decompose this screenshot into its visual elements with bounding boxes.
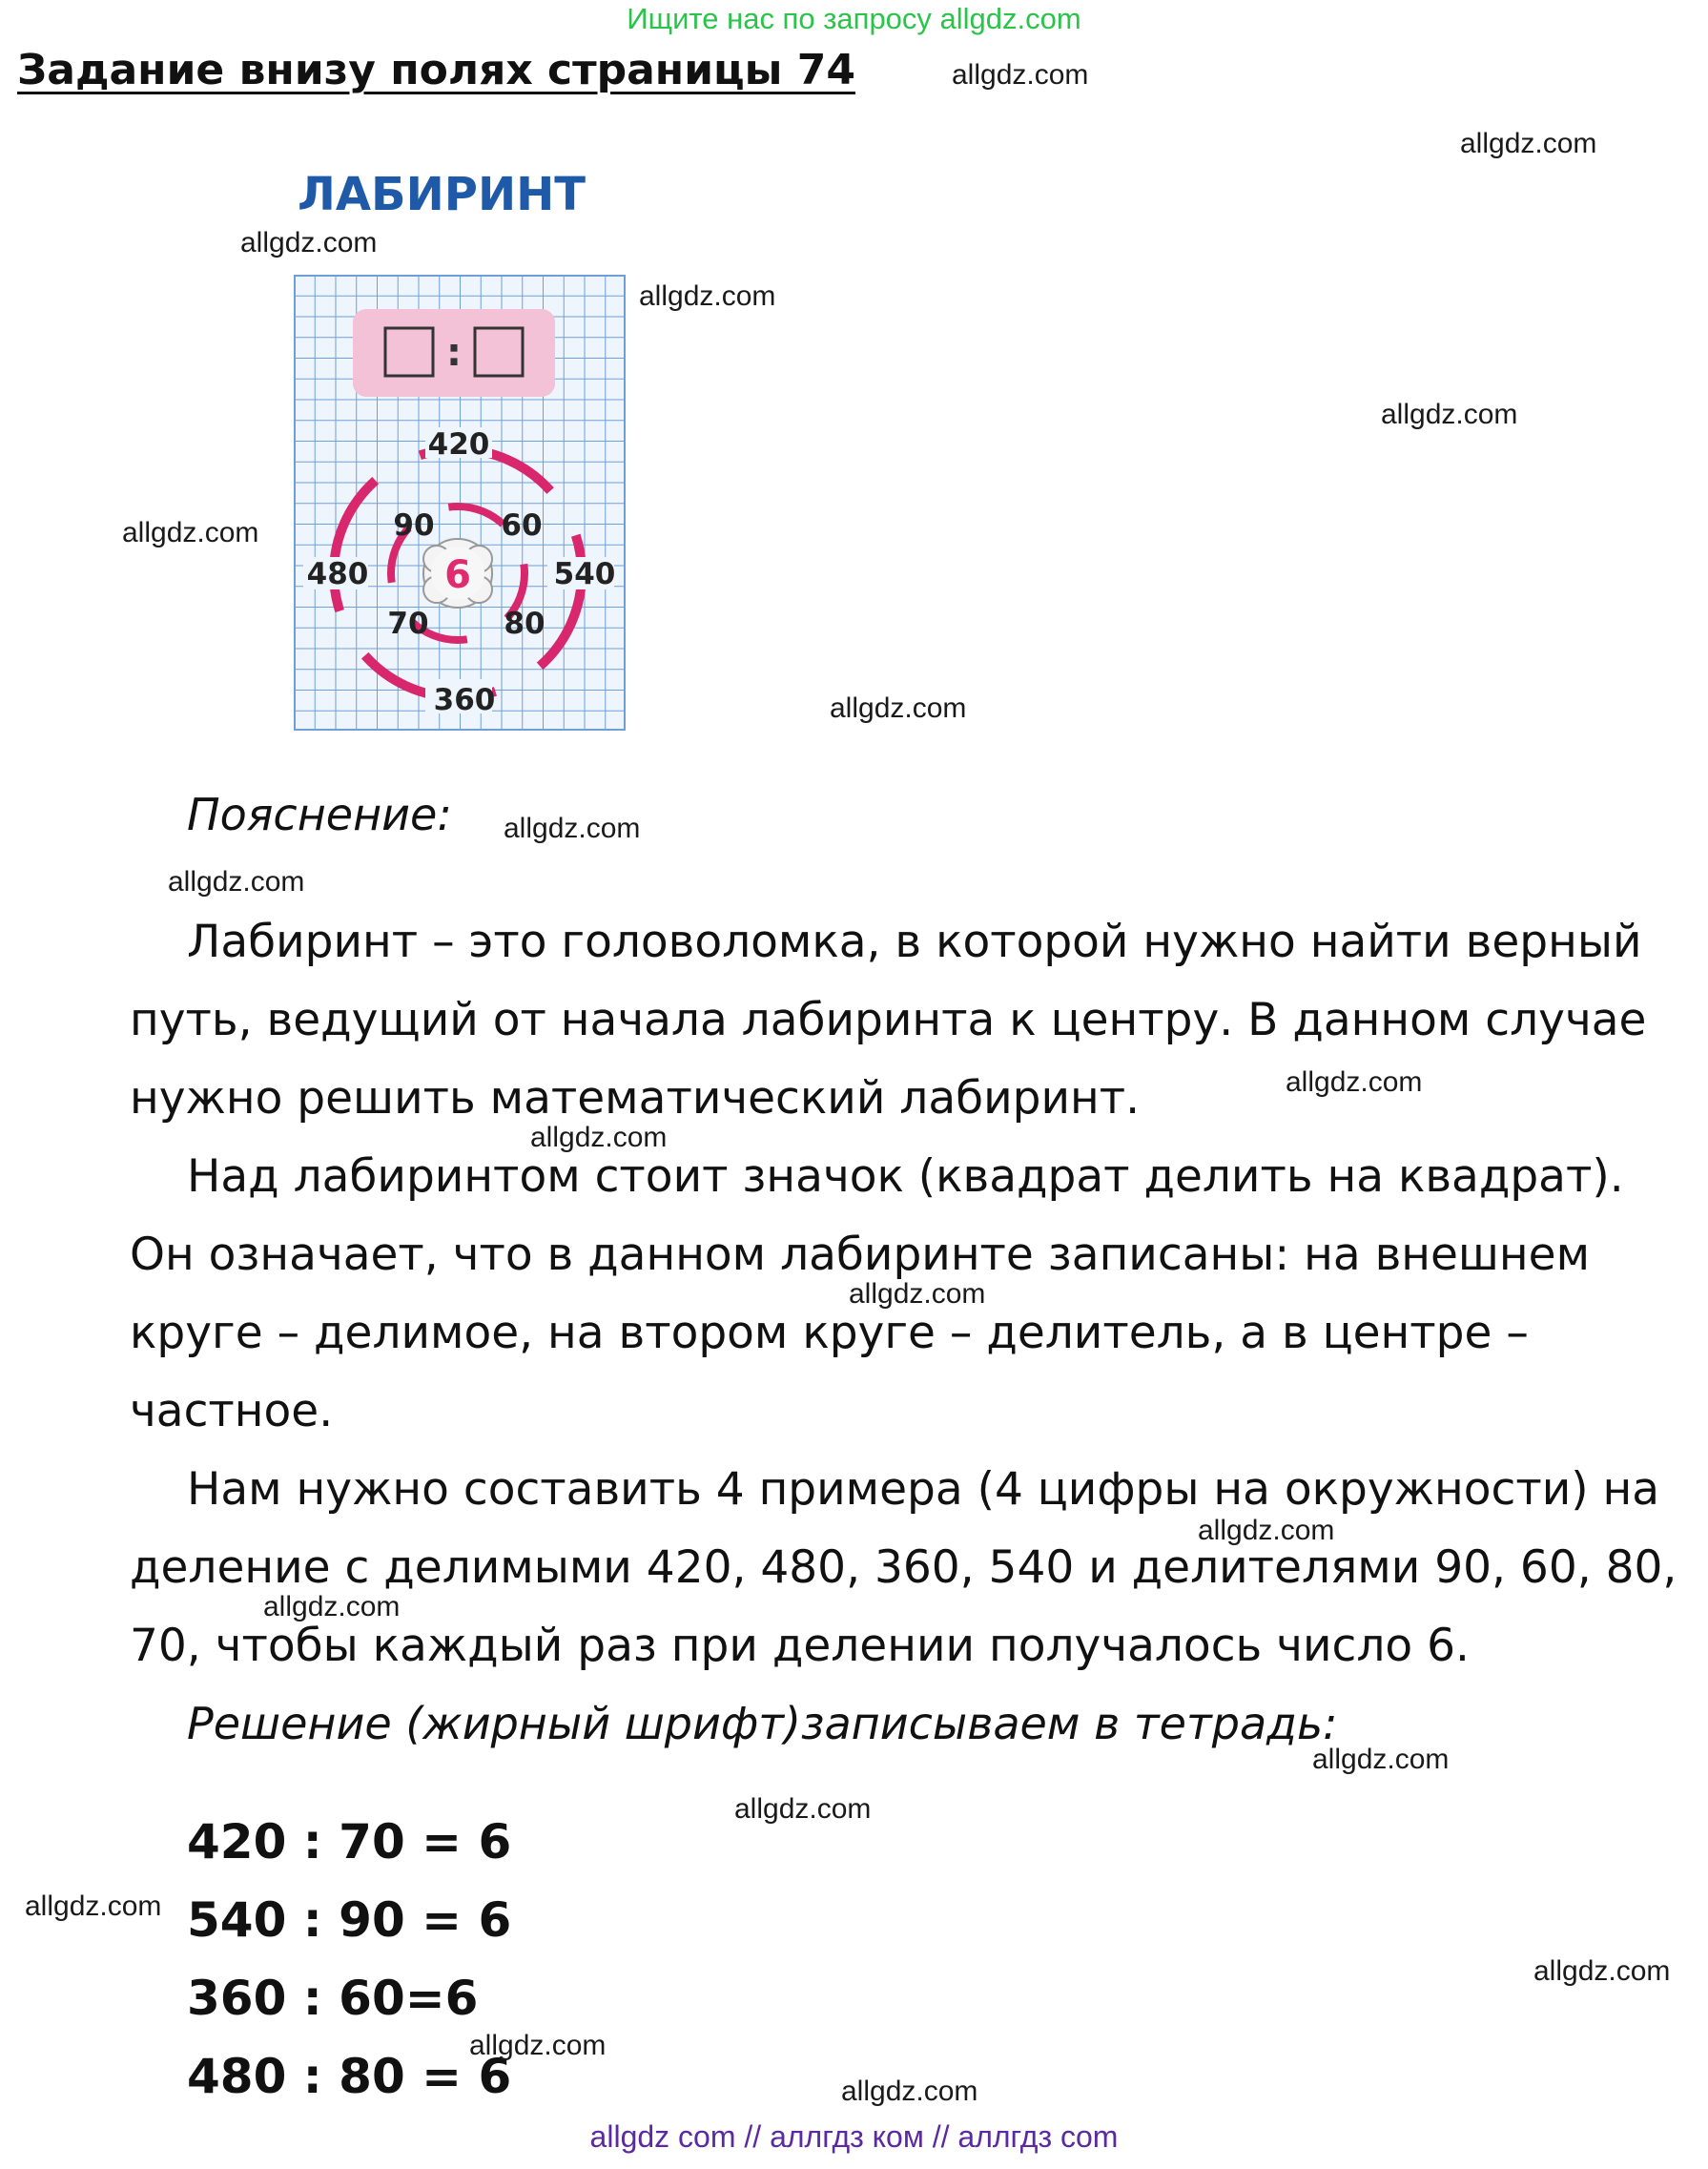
outer-number-top: 420: [427, 427, 490, 462]
watermark: allgdz.com: [639, 280, 776, 312]
watermark: allgdz.com: [504, 813, 641, 844]
outer-number-left: 480: [306, 557, 369, 591]
explanation-paragraph-1: Лабиринт – это головоломка, в которой нужно найти верный путь, ведущий от начала лабиринта к центру. В данном случае нужно решить математический лабиринт.: [130, 916, 1647, 1125]
watermark: allgdz.com: [1460, 128, 1597, 159]
page-heading: Задание внизу полях страницы 74: [17, 46, 855, 94]
explanation-paragraph-3: Нам нужно составить 4 примера (4 цифры на окружности) на деление с делимыми 420, 480, 360, 540 и делителями 90, 60, 80, 70, чтобы каждый раз при делении получалось число 6.: [130, 1463, 1677, 1672]
watermark: allgdz.com: [122, 517, 259, 548]
equation-3: 360 : 60=6: [187, 1971, 479, 2026]
center-quotient: 6: [444, 553, 471, 597]
watermark: allgdz.com: [1286, 1066, 1423, 1098]
inner-number-top-right: 60: [501, 508, 543, 543]
watermark: allgdz.com: [952, 59, 1089, 91]
equation-2: 540 : 90 = 6: [187, 1892, 512, 1948]
watermark: allgdz.com: [1198, 1515, 1335, 1546]
division-colon: :: [446, 331, 462, 375]
watermark: allgdz.com: [530, 1122, 668, 1153]
watermark: allgdz.com: [841, 2076, 978, 2107]
watermark: allgdz.com: [1381, 399, 1518, 430]
watermark: allgdz.com: [1533, 1955, 1671, 1987]
watermark: allgdz.com: [849, 1278, 986, 1310]
watermark: allgdz.com: [734, 1793, 872, 1825]
explanation-paragraph-2: Над лабиринтом стоит значок (квадрат делить на квадрат). Он означает, что в данном лабиринте записаны: на внешнем круге – делимое, на втором круге – делитель, а в центре – частное.: [130, 1150, 1624, 1437]
bottom-banner: allgdz com // аллгдз ком // аллгдз com: [589, 2119, 1119, 2154]
watermark: allgdz.com: [830, 692, 967, 724]
explanation-label: Пояснение:: [187, 789, 452, 840]
equation-4: 480 : 80 = 6: [187, 2049, 512, 2104]
solution-label: Решение (жирный шрифт)записываем в тетрадь:: [187, 1698, 1338, 1749]
equation-1: 420 : 70 = 6: [187, 1814, 512, 1869]
outer-number-right: 540: [553, 557, 616, 591]
watermark: allgdz.com: [469, 2030, 607, 2061]
outer-number-bottom: 360: [433, 683, 496, 717]
maze-title: ЛАБИРИНТ: [298, 168, 586, 221]
watermark: allgdz.com: [25, 1890, 162, 1922]
watermark: allgdz.com: [240, 227, 378, 258]
maze-illustration: [294, 275, 626, 731]
watermark: allgdz.com: [1312, 1744, 1450, 1775]
watermark: allgdz.com: [263, 1591, 401, 1622]
inner-number-bottom-right: 80: [504, 607, 545, 641]
top-banner: Ищите нас по запросу allgdz.com: [627, 2, 1081, 35]
watermark: allgdz.com: [168, 866, 305, 898]
inner-number-top-left: 90: [393, 508, 435, 543]
inner-number-bottom-left: 70: [387, 607, 429, 641]
